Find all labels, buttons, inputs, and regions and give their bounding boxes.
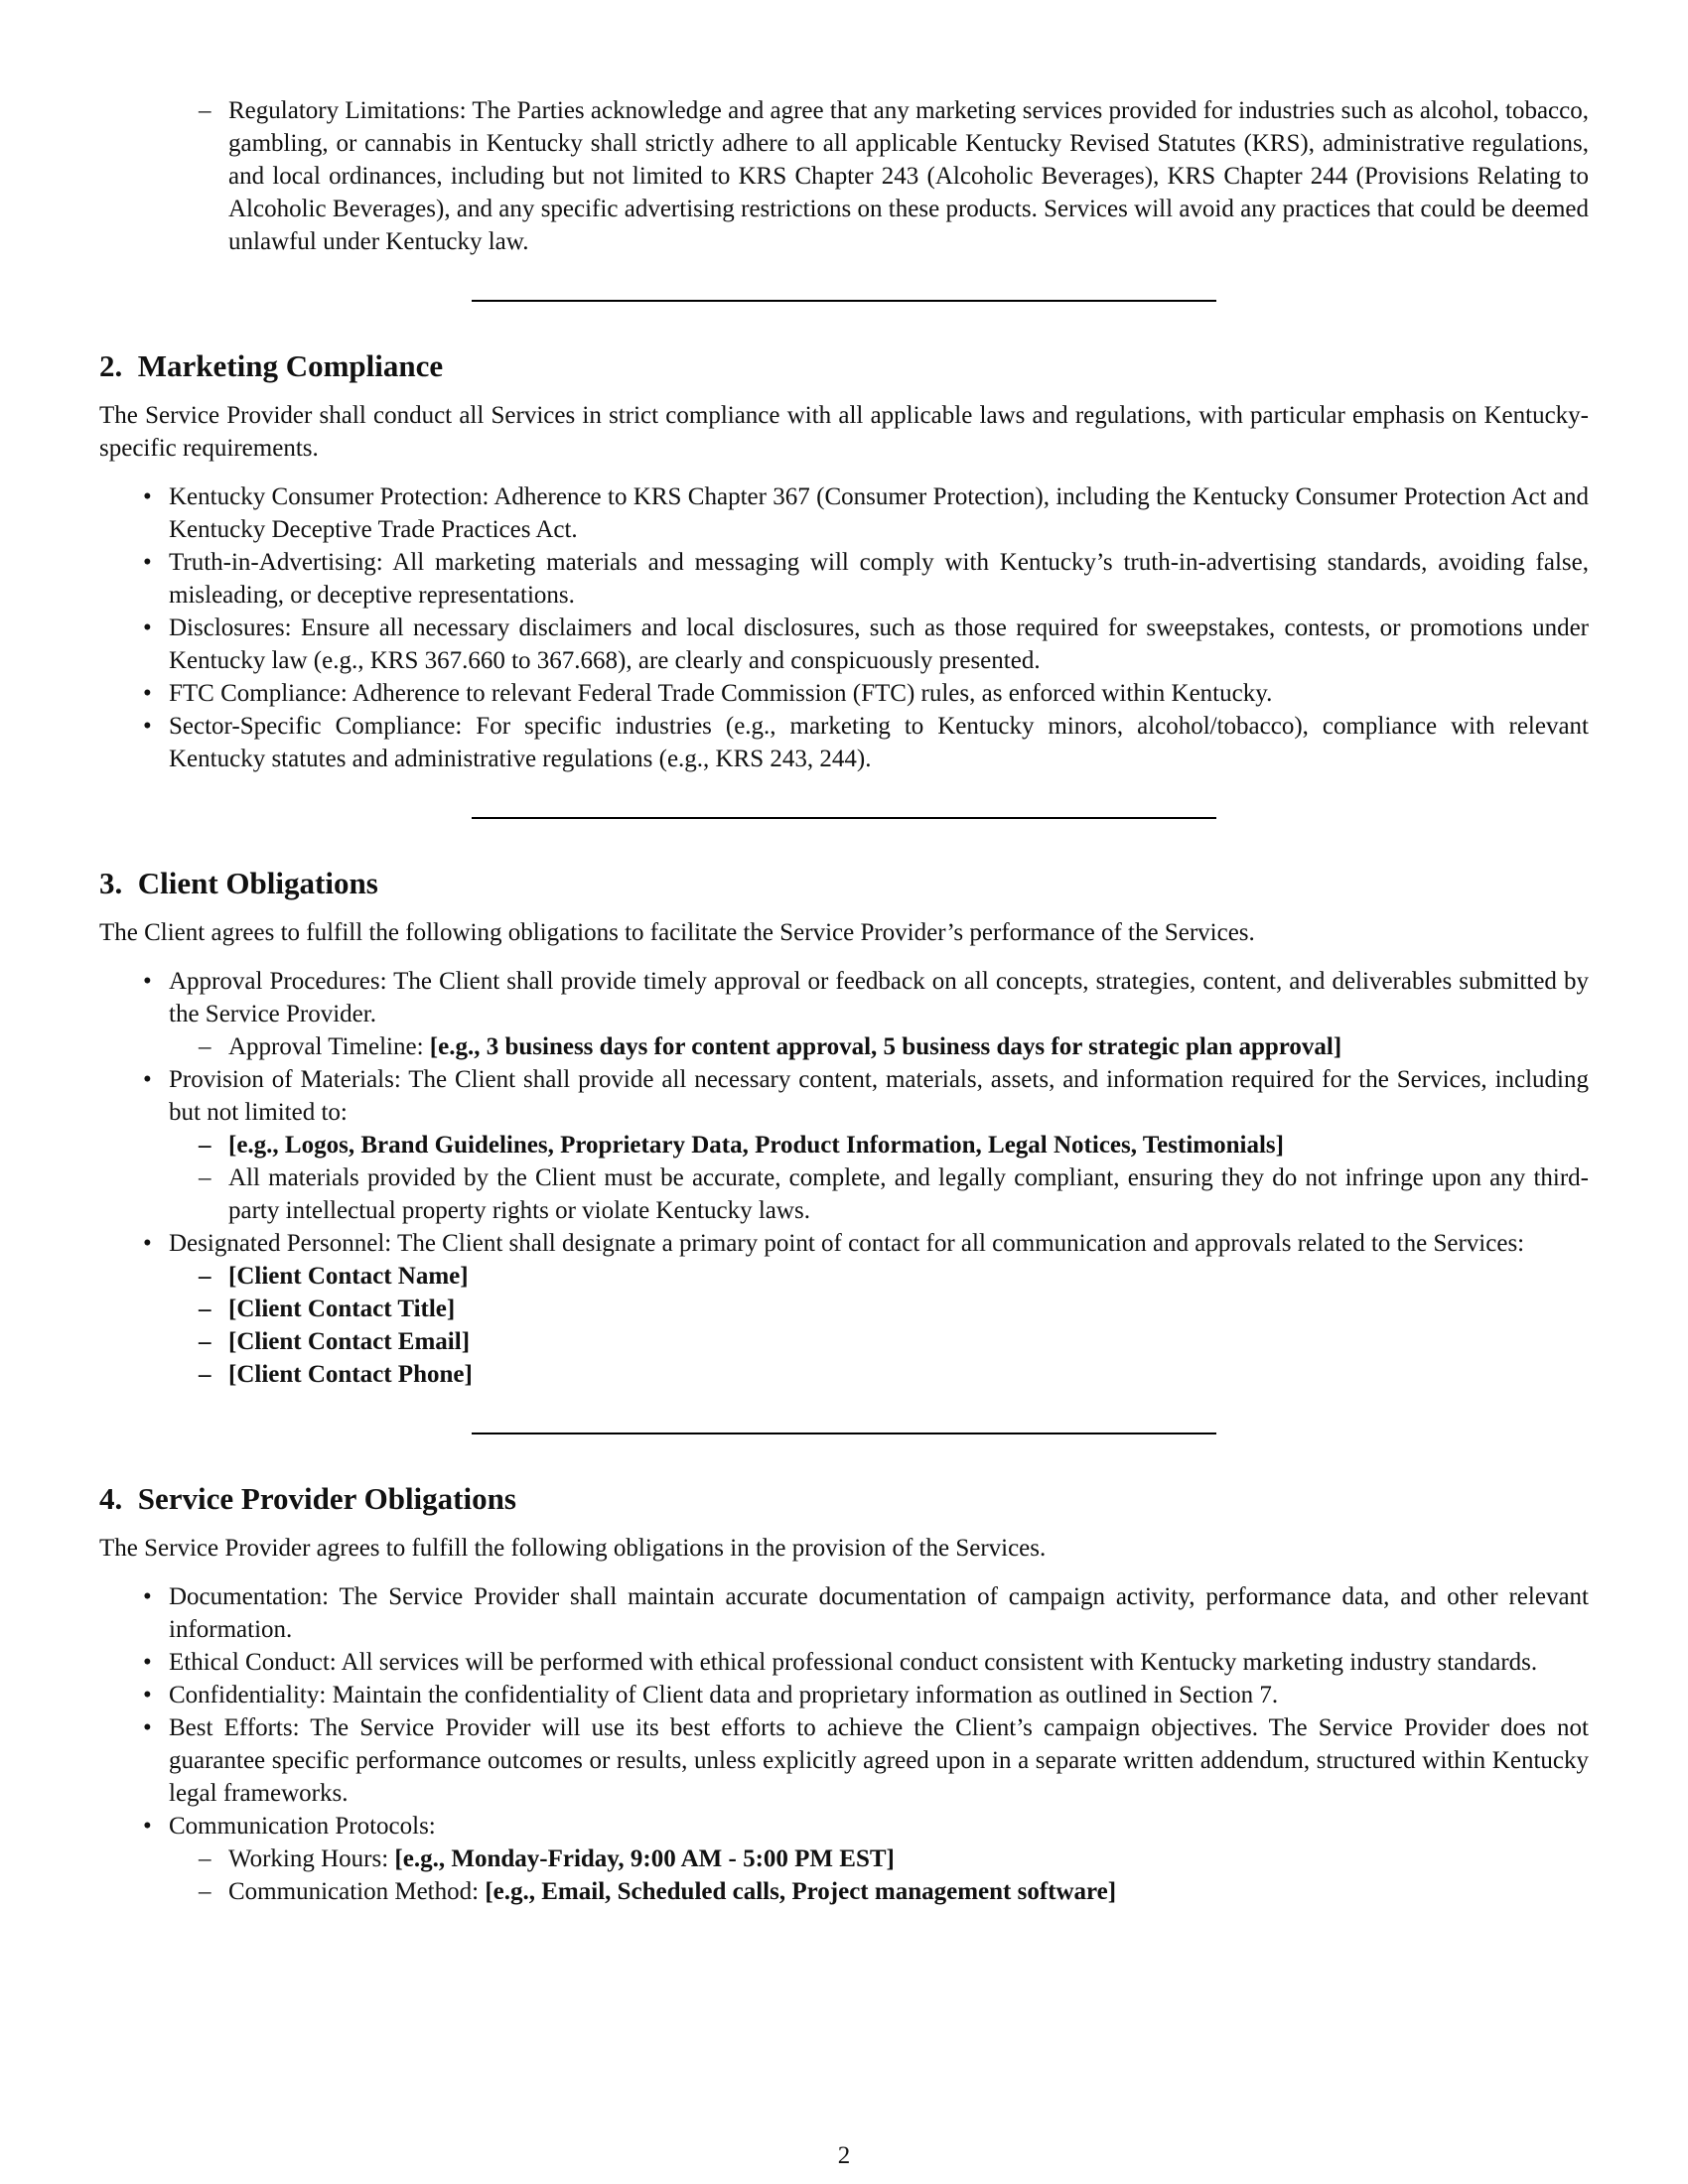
list-item: • Sector-Specific Compliance: For specific industries (e.g., marketing to Kentucky minors, alcohol/tobacco), compliance with relevant Kentucky statutes and administrative regulations (e.g., KRS 243, 244). (99, 710, 1589, 775)
section-4-heading: 4. Service Provider Obligations (99, 1481, 516, 1516)
client-contact-name: – [Client Contact Name] (99, 1260, 1589, 1293)
list-item: • FTC Compliance: Adherence to relevant Federal Trade Commission (FTC) rules, as enforced within Kentucky. (99, 677, 1589, 710)
working-hours-label: Working Hours: (228, 1845, 395, 1872)
communication-protocols-item: • Communication Protocols: (99, 1810, 1589, 1843)
working-hours-value: [e.g., Monday-Friday, 9:00 AM - 5:00 PM EST] (394, 1845, 895, 1872)
materials-example-item: – [e.g., Logos, Brand Guidelines, Proprietary Data, Product Information, Legal Notices, Testimonials] (99, 1129, 1589, 1161)
section-divider (472, 817, 1216, 819)
approval-timeline-item (99, 1030, 1589, 1063)
communication-method-label: Communication Method: (228, 1878, 486, 1905)
regulatory-list (99, 94, 1589, 258)
client-contact-email: – [Client Contact Email] (99, 1325, 1589, 1358)
provision-of-materials-item: • Provision of Materials: The Client shall provide all necessary content, materials, assets, and information required for the Services, including but not limited to: (99, 1063, 1589, 1129)
page-number: 2 (837, 2142, 851, 2169)
section-divider (472, 300, 1216, 302)
approval-timeline-label: Approval Timeline: (228, 1033, 430, 1060)
client-contact-title: – [Client Contact Title] (99, 1293, 1589, 1325)
section-4-list (99, 1580, 1589, 1908)
list-item: • Best Efforts: The Service Provider will use its best efforts to achieve the Client’s campaign objectives. The Service Provider does not guarantee specific performance outcomes or results, unless explicitly agreed upon in a separate written addendum, structured within Kentucky legal frameworks. (99, 1711, 1589, 1810)
list-item: • Documentation: The Service Provider shall maintain accurate documentation of campaign activity, performance data, and other relevant information. (99, 1580, 1589, 1646)
section-4-intro: The Service Provider agrees to fulfill the following obligations in the provision of the Services. (99, 1535, 1047, 1562)
approval-procedures-item: • Approval Procedures: The Client shall provide timely approval or feedback on all concepts, strategies, content, and deliverables submitted by the Service Provider. (99, 965, 1589, 1030)
section-3-list (99, 965, 1589, 1391)
materials-note-item: – All materials provided by the Client must be accurate, complete, and legally compliant, ensuring they do not infringe upon any third-party intellectual property rights or violate Kentucky laws. (99, 1161, 1589, 1227)
document-page (99, 94, 1589, 1908)
list-item: • Kentucky Consumer Protection: Adherence to KRS Chapter 367 (Consumer Protection), including the Kentucky Consumer Protection Act and Kentucky Deceptive Trade Practices Act. (99, 480, 1589, 546)
communication-method-item (99, 1875, 1589, 1908)
section-2-heading: 2. Marketing Compliance (99, 348, 444, 383)
section-3-heading: 3. Client Obligations (99, 866, 378, 900)
communication-method-value: [e.g., Email, Scheduled calls, Project management software] (485, 1878, 1117, 1905)
designated-personnel-item: • Designated Personnel: The Client shall designate a primary point of contact for all communication and approvals related to the Services: (99, 1227, 1589, 1260)
section-divider (472, 1433, 1216, 1434)
working-hours-item (99, 1843, 1589, 1875)
client-contact-phone: – [Client Contact Phone] (99, 1358, 1589, 1391)
section-3-intro: The Client agrees to fulfill the following obligations to facilitate the Service Provider’s performance of the Services. (99, 919, 1255, 946)
section-2-list (99, 480, 1589, 775)
section-2-intro: The Service Provider shall conduct all Services in strict compliance with all applicable laws and regulations, with particular emphasis on Kentucky-specific requirements. (99, 402, 1589, 462)
list-item: • Truth-in-Advertising: All marketing materials and messaging will comply with Kentucky’s truth-in-advertising standards, avoiding false, misleading, or deceptive representations. (99, 546, 1589, 612)
regulatory-limitations-item: – Regulatory Limitations: The Parties acknowledge and agree that any marketing services provided for industries such as alcohol, tobacco, gambling, or cannabis in Kentucky shall strictly adhere to all applicable Kentucky Revised Statutes (KRS), administrative regulations, and local ordinances, including but not limited to KRS Chapter 243 (Alcoholic Beverages), KRS Chapter 244 (Provisions Relating to Alcoholic Beverages), and any specific advertising restrictions on these products. Services will avoid any practices that could be deemed unlawful under Kentucky law. (99, 94, 1589, 258)
approval-timeline-value: [e.g., 3 business days for content approval, 5 business days for strategic plan approval] (429, 1033, 1342, 1060)
list-item: • Disclosures: Ensure all necessary disclaimers and local disclosures, such as those required for sweepstakes, contests, or promotions under Kentucky law (e.g., KRS 367.660 to 367.668), are clearly and conspicuously presented. (99, 612, 1589, 677)
list-item: • Confidentiality: Maintain the confidentiality of Client data and proprietary information as outlined in Section 7. (99, 1679, 1589, 1711)
list-item: • Ethical Conduct: All services will be performed with ethical professional conduct consistent with Kentucky marketing industry standards. (99, 1646, 1589, 1679)
